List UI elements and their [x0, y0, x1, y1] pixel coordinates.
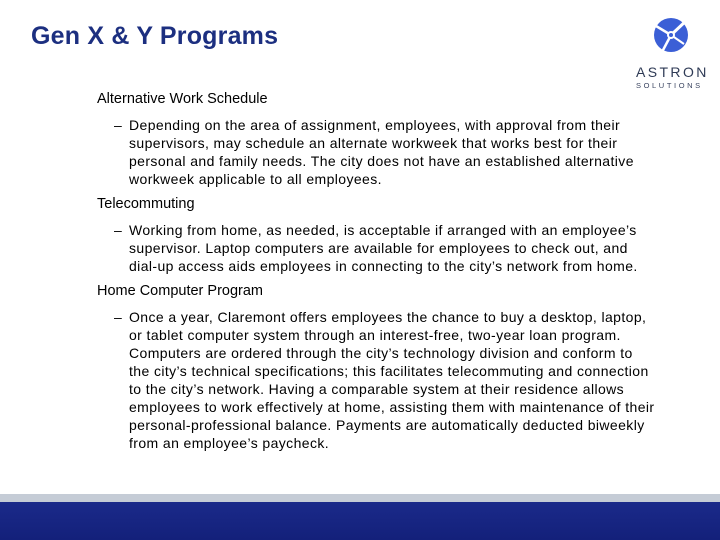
footer-divider: [0, 494, 720, 502]
astron-star-icon: [652, 14, 690, 56]
bullet-text: Once a year, Claremont offers employees the chance to buy a desktop, laptop, or tablet computer system through an interest-free, two-year loan program. Computers are ordered through the city’s technology division and conform to the city’s technical specifications; this facilitates telecommuting and connection to the city’s network. Having a comparable system at their residence allows employees to work effectively at home, assisting them with maintenance of their personal-professional balance. Payments are automatically deducted biweekly from an employee’s paycheck.: [129, 309, 655, 451]
astron-logo: [630, 14, 712, 94]
section-home-computer-program: [97, 282, 657, 452]
slide-content: [97, 90, 657, 459]
section-alternative-work-schedule: [97, 90, 657, 188]
bullet-text: Depending on the area of assignment, employees, with approval from their supervisors, may schedule an alternate workweek that works best for their personal and family needs. The city does not have an established alternative workweek applicable to all employees.: [129, 117, 634, 187]
section-bullet: [97, 116, 657, 188]
footer-bar: [0, 502, 720, 540]
section-heading: Home Computer Program: [97, 283, 263, 299]
section-bullet: [97, 308, 657, 452]
section-bullet: [97, 221, 657, 275]
section-telecommuting: [97, 195, 657, 275]
logo-wordmark: ASTRON: [636, 64, 709, 80]
section-heading: Alternative Work Schedule: [97, 91, 268, 107]
logo-subtitle: SOLUTIONS: [636, 81, 703, 90]
section-heading: Telecommuting: [97, 196, 195, 212]
dash-bullet: –: [114, 309, 123, 325]
bullet-text: Working from home, as needed, is acceptable if arranged with an employee’s supervisor. Laptop computers are available for employees to check out, and dial-up access aids employees in connecting to the city’s network from home.: [129, 222, 638, 274]
dash-bullet: –: [114, 117, 123, 133]
slide-title: Gen X & Y Programs: [31, 22, 279, 50]
dash-bullet: –: [114, 222, 123, 238]
